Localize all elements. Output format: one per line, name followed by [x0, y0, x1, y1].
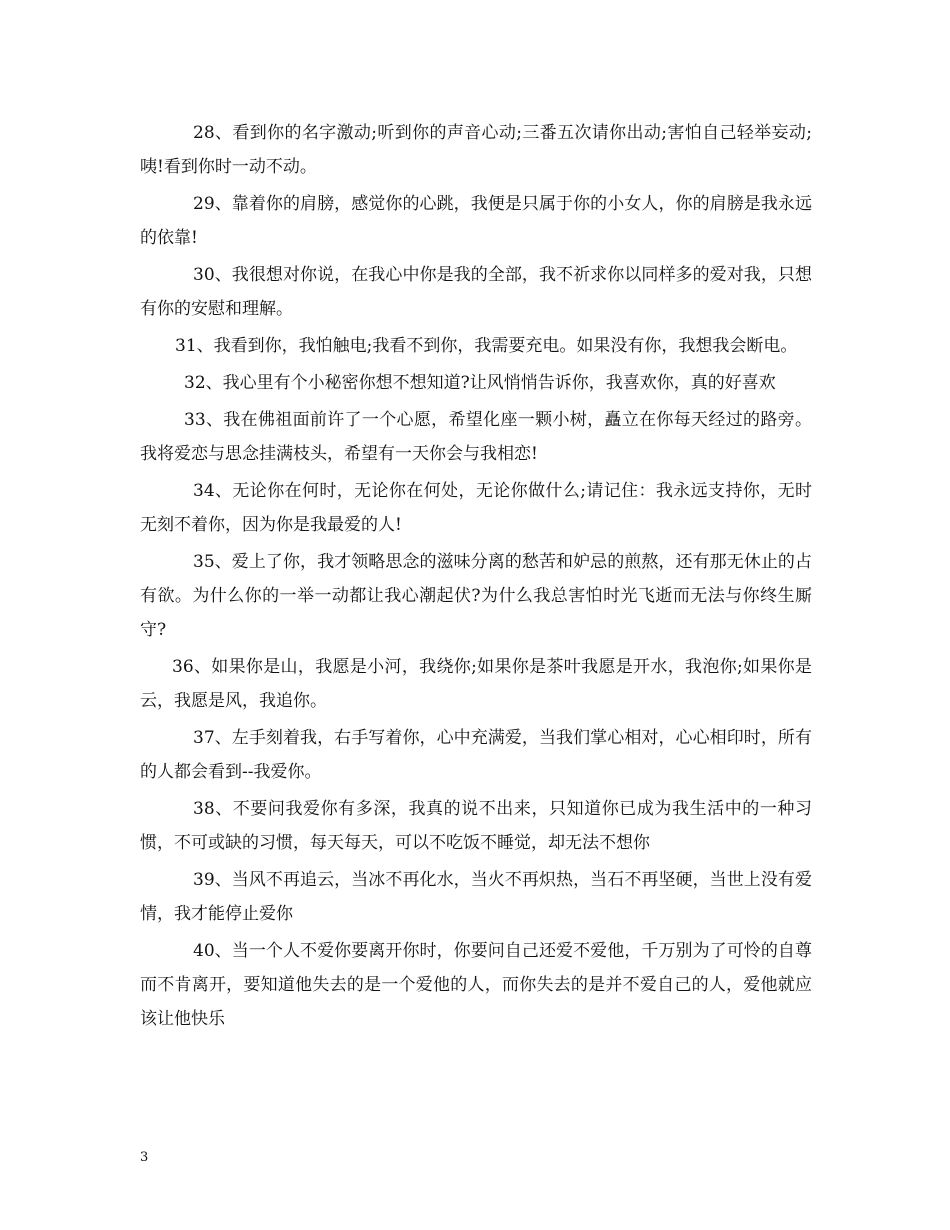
- paragraph-38: 38、不要问我爱你有多深，我真的说不出来，只知道你已成为我生活中的一种习惯，不可或缺的习惯，每天每天，可以不吃饭不睡觉，却无法不想你: [140, 799, 812, 853]
- paragraph-29: 29、靠着你的肩膀，感觉你的心跳，我便是只属于你的小女人，你的肩膀是我永远的依靠!: [140, 194, 812, 248]
- document-body: [140, 116, 812, 1039]
- paragraph-40: 40、当一个人不爱你要离开你时，你要问自己还爱不爱他，千万别为了可怜的自尊而不肯离开，要知道他失去的是一个爱他的人，而你失去的是并不爱自己的人，爱他就应该让他快乐: [140, 941, 812, 1029]
- paragraph-39: 39、当风不再追云，当冰不再化水，当火不再炽热，当石不再坚硬，当世上没有爱情，我才能停止爱你: [140, 870, 812, 924]
- page-number: 3: [140, 1150, 149, 1165]
- paragraph-33: 33、我在佛祖面前许了一个心愿，希望化座一颗小树，矗立在你每天经过的路旁。我将爱恋与思念挂满枝头，希望有一天你会与我相恋!: [140, 410, 812, 464]
- paragraph-35: 35、爱上了你，我才领略思念的滋味分离的愁苦和妒忌的煎熬，还有那无休止的占有欲。为什么你的一举一动都让我心潮起伏?为什么我总害怕时光飞逝而无法与你终生厮守?: [140, 552, 812, 640]
- paragraph-34: 34、无论你在何时，无论你在何处，无论你做什么;请记住：我永远支持你，无时无刻不着你，因为你是我最爱的人!: [140, 481, 812, 535]
- paragraph-32: 32、我心里有个小秘密你想不想知道?让风悄悄告诉你，我喜欢你，真的好喜欢: [184, 373, 776, 393]
- paragraph-36: 36、如果你是山，我愿是小河，我绕你;如果你是茶叶我愿是开水，我泡你;如果你是云，我愿是风，我追你。: [140, 657, 812, 711]
- paragraph-31: 31、我看到你，我怕触电;我看不到你，我需要充电。如果没有你，我想我会断电。: [175, 336, 798, 356]
- paragraph-28: 28、看到你的名字激动;听到你的声音心动;三番五次请你出动;害怕自己轻举妄动;咦!看到你时一动不动。: [140, 123, 812, 177]
- paragraph-30: 30、我很想对你说，在我心中你是我的全部，我不祈求你以同样多的爱对我，只想有你的安慰和理解。: [140, 265, 812, 319]
- paragraph-37: 37、左手刻着我，右手写着你，心中充满爱，当我们掌心相对，心心相印时，所有的人都会看到--我爱你。: [140, 728, 812, 782]
